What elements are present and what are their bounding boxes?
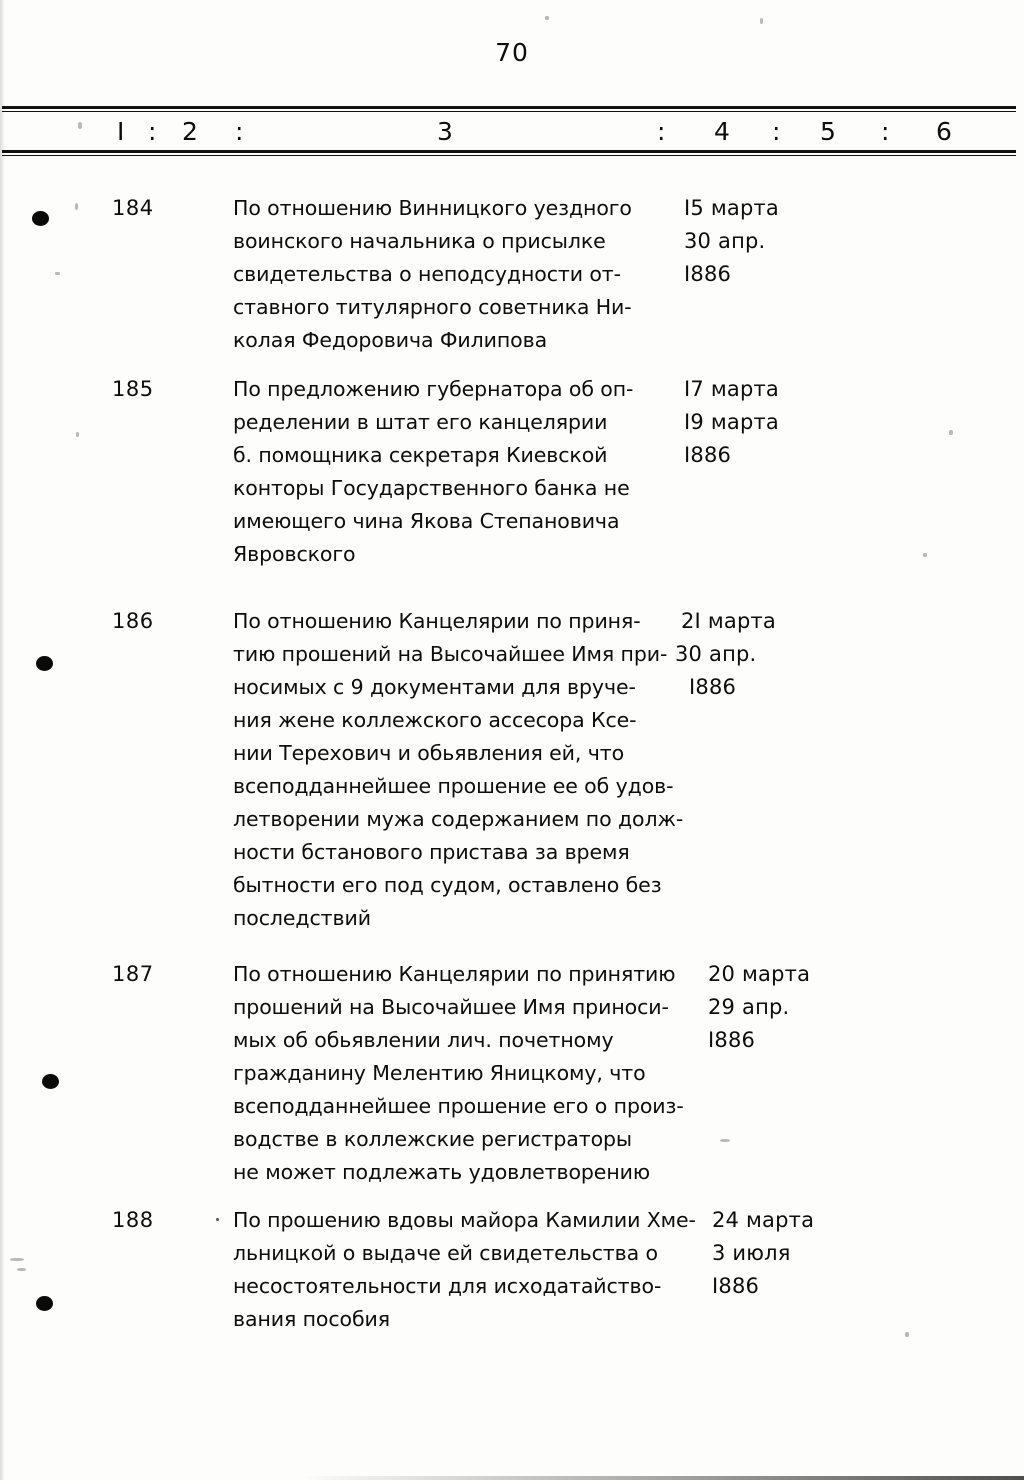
table-rule-bottom-thin [2,155,1016,156]
entry-description [233,958,733,1189]
entry-line: б. помощника секретаря Киевской [233,443,608,467]
entry-date-line: 3 июля [712,1241,791,1265]
entry-date-line: I886 [684,443,732,467]
entry-leading-dot [216,1218,219,1221]
entry-date-line: 24 марта [712,1208,815,1232]
scan-edge-shadow-left [0,0,5,1480]
entry-date-line: I9 марта [684,410,779,434]
scan-speckle [905,1332,909,1337]
entry-line: льницкой о выдаче ей свидетельства о [233,1241,658,1265]
entry-date-line: I7 марта [684,377,779,401]
column-header-separator-1: : [148,117,157,146]
entry-line: несостоятельности для исходатайство- [233,1274,662,1298]
entry-line: мых об обьявлении лич. почетному [233,1028,614,1052]
entry-date-line: I886 [712,1274,760,1298]
scan-speckle [760,18,763,24]
entry-line: По отношению Винницкого уездного [233,196,632,220]
column-header-separator-3: : [657,117,666,146]
entry-description [233,1204,733,1336]
margin-punch-mark [42,1074,59,1089]
margin-punch-mark [36,656,53,671]
entry-date-line: I886 [708,1028,756,1052]
entry-line: всеподданнейшее прошение ее об удов- [233,774,674,798]
entry-line: гражданину Мелентию Яницкому, что [233,1061,646,1085]
column-header-3: 3 [437,117,453,146]
entry-line: имеющего чина Якова Степановича [233,509,620,533]
entry-line: свидетельства о неподсудности от- [233,262,621,286]
entry-date-line: 2I марта [681,609,776,633]
column-header-1: I [117,117,125,146]
entry-date-line: I886 [684,262,732,286]
table-rule-top [2,106,1016,109]
table-rule-top-thin [2,111,1016,112]
entry-dates [712,1204,1012,1303]
entry-date-line: I5 марта [684,196,779,220]
column-header-6: 6 [936,117,952,146]
entry-date-line: 30 апр. [684,229,766,253]
entry-line: нии Терехович и обьявления ей, что [233,741,625,765]
entry-line: Явровского [233,542,356,566]
entry-number: 184 [112,196,154,220]
scan-speckle [10,1258,24,1261]
entry-line: не может подлежать удовлетворению [233,1160,651,1184]
entry-number: 186 [112,609,154,633]
entry-line: По предложению губернатора об оп- [233,377,634,401]
entry-line: бытности его под судом, оставлено без [233,873,662,897]
entry-line: последствий [233,906,371,930]
entry-line: конторы Государственного банка не [233,476,630,500]
entry-description [233,605,703,935]
entry-dates [684,373,984,472]
column-header-5: 5 [820,117,836,146]
scan-speckle [75,203,78,210]
entry-line: вания пособия [233,1307,390,1331]
table-column-header [0,116,1024,150]
margin-punch-mark [32,211,49,226]
entry-line: носимых с 9 документами для вруче- [233,675,636,699]
entry-dates [684,192,984,291]
scan-speckle [545,16,549,20]
scan-speckle [76,432,79,437]
entry-description [233,192,703,357]
margin-punch-mark [36,1296,53,1311]
entry-line: ределении в штат его канцелярии [233,410,608,434]
entry-date-line: 29 апр. [708,995,790,1019]
entry-line: ности бстанового пристава за время [233,840,630,864]
column-header-separator-5: : [881,117,890,146]
entry-line: По отношению Канцелярии по приня- [233,609,641,633]
entry-date-line: 30 апр. [675,642,757,666]
entry-line: водстве в коллежские регистраторы [233,1127,633,1151]
table-rule-bottom [2,150,1016,153]
entry-number: 185 [112,377,154,401]
entry-line: По отношению Канцелярии по принятию [233,962,676,986]
scan-edge-shadow-bottom [300,1476,1024,1480]
entry-line: колая Федоровича Филипова [233,328,548,352]
entry-line: ставного титулярного советника Ни- [233,295,632,319]
scan-speckle [923,553,927,557]
entry-dates [675,605,981,704]
column-header-2: 2 [182,117,198,146]
entry-number: 188 [112,1208,154,1232]
entry-line: прошений на Высочайшее Имя приноси- [233,995,669,1019]
column-header-separator-4: : [772,117,781,146]
scan-speckle [55,272,60,275]
entry-line: воинского начальника о присылке [233,229,606,253]
page-number: 70 [495,38,529,67]
column-header-4: 4 [714,117,730,146]
entry-line: летворении мужа содержанием по долж- [233,807,684,831]
entry-date-line: I886 [689,675,737,699]
scan-speckle [17,1268,26,1271]
entry-description [233,373,703,571]
column-header-separator-2: : [235,117,244,146]
entry-number: 187 [112,962,154,986]
entry-line: По прошению вдовы майора Камилии Хме- [233,1208,696,1232]
entry-date-line: 20 марта [708,962,811,986]
entry-line: всеподданнейшее прошение его о произ- [233,1094,684,1118]
scan-speckle [78,122,82,129]
entry-dates [708,958,1008,1057]
entry-line: ния жене коллежского ассесора Ксе- [233,708,637,732]
entry-line: тию прошений на Высочайшее Имя при- [233,642,668,666]
